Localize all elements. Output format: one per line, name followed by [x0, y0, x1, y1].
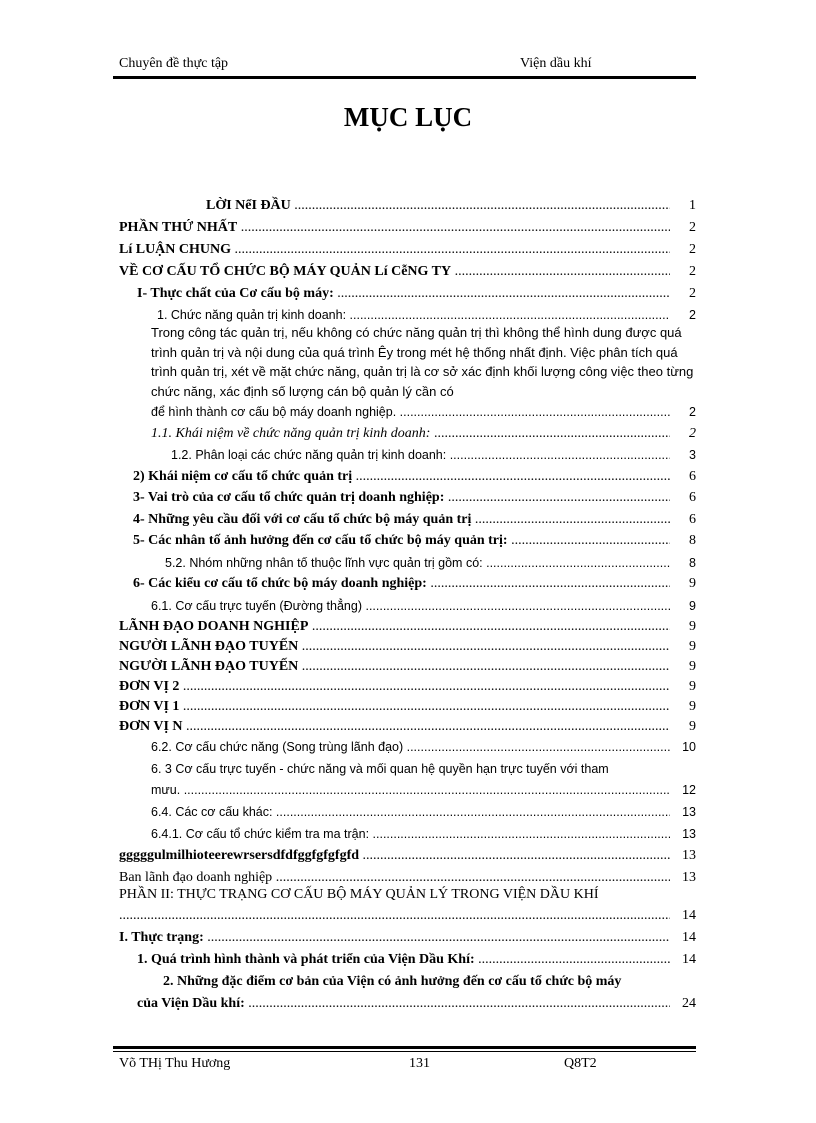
- toc-entry[interactable]: 1.1. Khái niệm về chức năng quản trị kinh doanh: ..... 2: [119, 424, 696, 444]
- intro-paragraph: Trong công tác quản trị, nếu không có chức năng quản trị thì không thể hình dung được quá trình quản trị và nội dung của quá trình Êy trong mét hệ thống nhất định. Việc phân tích quá trình quản trị, xét về mặt chức năng, quản trị là cơ sở xác định khối lượng công việc theo từng chức năng, xác định số lượng cán bộ quản lý cần có: [151, 325, 694, 399]
- page-footer: [119, 1056, 696, 1076]
- toc-entry[interactable]: NGƯỜI LÃNH ĐẠO TUYẾN ..... 9: [119, 637, 696, 657]
- toc-entry[interactable]: PHẦN THỨ NHẤT ..... 2: [119, 218, 696, 238]
- toc-entry[interactable]: 6- Các kiểu cơ cấu tổ chức bộ máy doanh nghiệp: ..... 9: [119, 574, 696, 594]
- toc-entry[interactable]: 6.1. Cơ cấu trực tuyến (Đường thẳng) ..... 9: [119, 596, 696, 616]
- toc-entry[interactable]: PHẦN II: THỰC TRẠNG CƠ CẤU BỘ MÁY QUẢN LÝ TRONG VIỆN DẦU KHÍ: [119, 887, 599, 902]
- toc-entry[interactable]: ĐƠN VỊ 1 ..... 9: [119, 697, 696, 717]
- footer-rule: [113, 1046, 696, 1049]
- header-rule: [113, 76, 696, 79]
- toc-entry[interactable]: 3- Vai trò của cơ cấu tổ chức quản trị doanh nghiệp: ..... 6: [119, 488, 696, 508]
- toc-entry[interactable]: VỀ CƠ CẤU TỔ CHỨC BỘ MÁY QUẢN Lí CễNG TY ..... 2: [119, 262, 696, 282]
- toc-entry[interactable]: gggggulmilhioteerewrsersdfdfggfgfgfgfd ..... 13: [119, 846, 696, 866]
- toc-entry[interactable]: 1.2. Phân loại các chức năng quản trị kinh doanh: ..... 3: [119, 445, 696, 465]
- toc-entry[interactable]: 5- Các nhân tố ảnh hưởng đến cơ cấu tổ chức bộ máy quản trị: ..... 8: [119, 531, 696, 551]
- toc-entry[interactable]: 1. Quá trình hình thành và phát triển của Viện Dầu Khí: ..... 14: [119, 950, 696, 970]
- toc-entry[interactable]: 6.2. Cơ cấu chức năng (Song trùng lãnh đạo) ..... 10: [119, 737, 696, 757]
- toc-entry[interactable]: 5.2. Nhóm những nhân tố thuộc lĩnh vực quản trị gồm có: ..... 8: [119, 553, 696, 573]
- footer-author: Võ THị Thu Hương: [119, 1056, 231, 1071]
- footer-rule-thin: [113, 1051, 696, 1052]
- toc-entry[interactable]: của Viện Dầu khí: ..... 24: [119, 994, 696, 1014]
- page-title: MỤC LỤC: [343, 102, 473, 132]
- toc-entry[interactable]: mưu. ..... 12: [119, 780, 696, 800]
- toc-entry[interactable]: 2. Những đặc điểm cơ bản của Viện có ảnh hưởng đến cơ cấu tổ chức bộ máy: [163, 974, 622, 989]
- header-right: Viện dầu khí: [520, 56, 592, 71]
- toc-entry[interactable]: 6.4.1. Cơ cấu tổ chức kiểm tra ma trận: ..... 13: [119, 824, 696, 844]
- footer-class: Q8T2: [564, 1056, 597, 1071]
- toc-entry[interactable]: I- Thực chất của Cơ cấu bộ máy: ..... 2: [119, 284, 696, 304]
- toc-entry[interactable]: 2) Khái niệm cơ cấu tổ chức quản trị ..... 6: [119, 467, 696, 487]
- toc-entry[interactable]: 6. 3 Cơ cấu trực tuyến - chức năng và mối quan hệ quyền hạn trực tuyến với tham: [151, 762, 609, 776]
- toc-entry[interactable]: 4- Những yêu cầu đối với cơ cấu tổ chức bộ máy quản trị ..... 6: [119, 510, 696, 530]
- toc-entry[interactable]: I. Thực trạng: ..... 14: [119, 928, 696, 948]
- header-left: Chuyên đề thực tập: [119, 56, 229, 71]
- toc-entry[interactable]: ĐƠN VỊ N ..... 9: [119, 717, 696, 737]
- toc-entry[interactable]: ĐƠN VỊ 2 ..... 9: [119, 677, 696, 697]
- page-header: [119, 56, 696, 76]
- toc-entry[interactable]: 1. Chức năng quản trị kinh doanh: ..... 2: [119, 305, 696, 325]
- toc-entry[interactable]: ..... 14: [119, 906, 696, 926]
- footer-page-number: 131: [409, 1056, 430, 1071]
- toc-entry[interactable]: Lí LUẬN CHUNG ..... 2: [119, 240, 696, 260]
- toc-entry[interactable]: NGƯỜI LÃNH ĐẠO TUYẾN ..... 9: [119, 657, 696, 677]
- toc-entry[interactable]: 6.4. Các cơ cấu khác: ..... 13: [119, 802, 696, 822]
- toc-entry[interactable]: để hình thành cơ cấu bộ máy doanh nghiệp. ..... 2: [119, 402, 696, 422]
- toc-entry[interactable]: LÃNH ĐẠO DOANH NGHIỆP ..... 9: [119, 617, 696, 637]
- toc-entry[interactable]: LỜI NểI ĐẦU ..... 1: [119, 196, 696, 216]
- toc-entry[interactable]: Ban lãnh đạo doanh nghiệp ..... 13: [119, 868, 696, 888]
